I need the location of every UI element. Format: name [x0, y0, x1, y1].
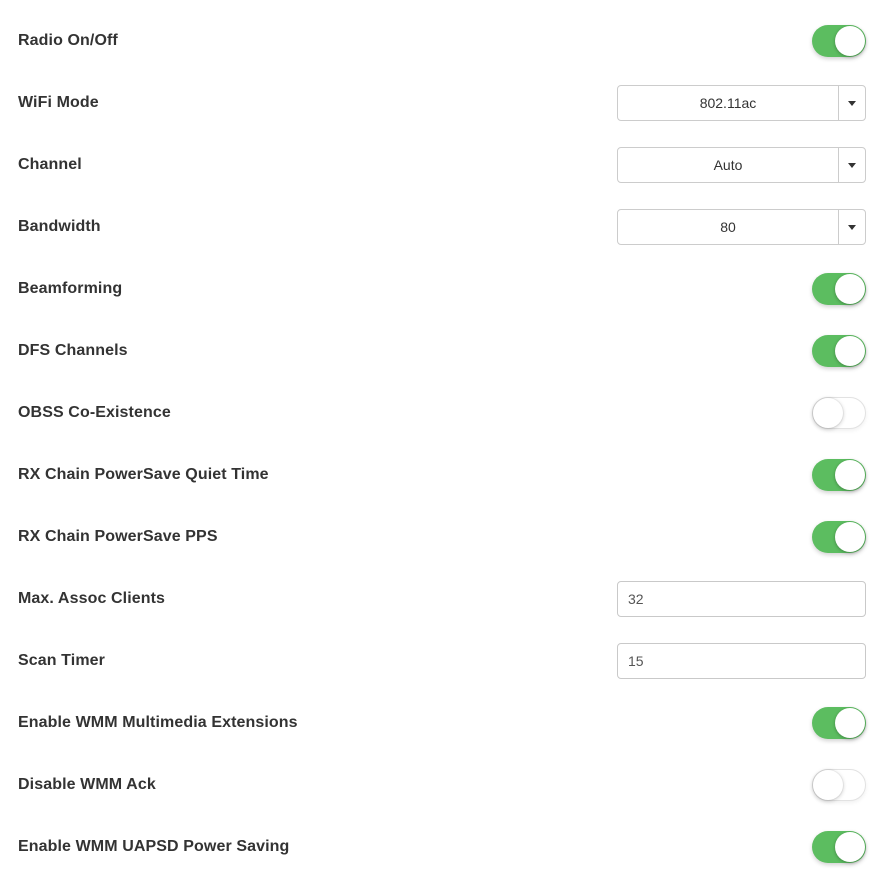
setting-row-scan-timer — [18, 630, 866, 692]
setting-row-channel — [18, 134, 866, 196]
toggle-knob — [835, 708, 865, 738]
toggle-disable-wmm-ack[interactable] — [812, 769, 866, 801]
setting-row-enable-wmm-uapsd-power-saving — [18, 816, 866, 878]
setting-label: Beamforming — [18, 280, 123, 297]
toggle-radio-on-off[interactable] — [812, 25, 866, 57]
toggle-knob — [813, 770, 843, 800]
toggle-knob — [835, 26, 865, 56]
dropdown-value: 80 — [720, 219, 736, 235]
select-channel[interactable] — [617, 147, 866, 183]
setting-label: OBSS Co-Existence — [18, 404, 171, 421]
setting-row-radio-on-off — [18, 10, 866, 72]
setting-label: Radio On/Off — [18, 32, 118, 49]
setting-label: Enable WMM UAPSD Power Saving — [18, 838, 290, 855]
chevron-down-icon — [848, 163, 856, 168]
setting-row-obss-co-existence — [18, 382, 866, 444]
toggle-knob — [835, 832, 865, 862]
setting-label: Channel — [18, 156, 82, 173]
setting-row-dfs-channels — [18, 320, 866, 382]
setting-label: DFS Channels — [18, 342, 128, 359]
toggle-knob — [835, 336, 865, 366]
toggle-obss-co-existence[interactable] — [812, 397, 866, 429]
setting-label: Disable WMM Ack — [18, 776, 156, 793]
setting-row-bandwidth — [18, 196, 866, 258]
toggle-beamforming[interactable] — [812, 273, 866, 305]
setting-row-enable-wmm-multimedia-extensions — [18, 692, 866, 754]
setting-label: Bandwidth — [18, 218, 101, 235]
setting-label: RX Chain PowerSave Quiet Time — [18, 466, 269, 483]
setting-label: WiFi Mode — [18, 94, 99, 111]
select-wifi-mode[interactable] — [617, 85, 866, 121]
chevron-down-icon — [848, 101, 856, 106]
setting-row-max-assoc-clients — [18, 568, 866, 630]
toggle-knob — [835, 274, 865, 304]
setting-row-beamforming — [18, 258, 866, 320]
dropdown-caret-button[interactable] — [838, 210, 865, 244]
toggle-knob — [835, 460, 865, 490]
toggle-dfs-channels[interactable] — [812, 335, 866, 367]
setting-label: Enable WMM Multimedia Extensions — [18, 714, 298, 731]
toggle-knob — [813, 398, 843, 428]
input-max-assoc-clients[interactable] — [617, 581, 866, 617]
dropdown-value: 802.11ac — [699, 95, 757, 111]
toggle-rx-chain-powersave-pps[interactable] — [812, 521, 866, 553]
toggle-knob — [835, 522, 865, 552]
dropdown-caret-button[interactable] — [838, 86, 865, 120]
chevron-down-icon — [848, 225, 856, 230]
select-bandwidth[interactable] — [617, 209, 866, 245]
setting-row-disable-wmm-ack — [18, 754, 866, 816]
toggle-enable-wmm-uapsd-power-saving[interactable] — [812, 831, 866, 863]
setting-label: RX Chain PowerSave PPS — [18, 528, 218, 545]
dropdown-caret-button[interactable] — [838, 148, 865, 182]
setting-row-wifi-mode — [18, 72, 866, 134]
toggle-rx-chain-powersave-quiet-time[interactable] — [812, 459, 866, 491]
toggle-enable-wmm-multimedia-extensions[interactable] — [812, 707, 866, 739]
setting-row-rx-chain-powersave-quiet-time — [18, 444, 866, 506]
dropdown-value: Auto — [713, 157, 743, 173]
setting-row-rx-chain-powersave-pps — [18, 506, 866, 568]
setting-label: Max. Assoc Clients — [18, 590, 166, 607]
setting-label: Scan Timer — [18, 652, 105, 669]
input-scan-timer[interactable] — [617, 643, 866, 679]
